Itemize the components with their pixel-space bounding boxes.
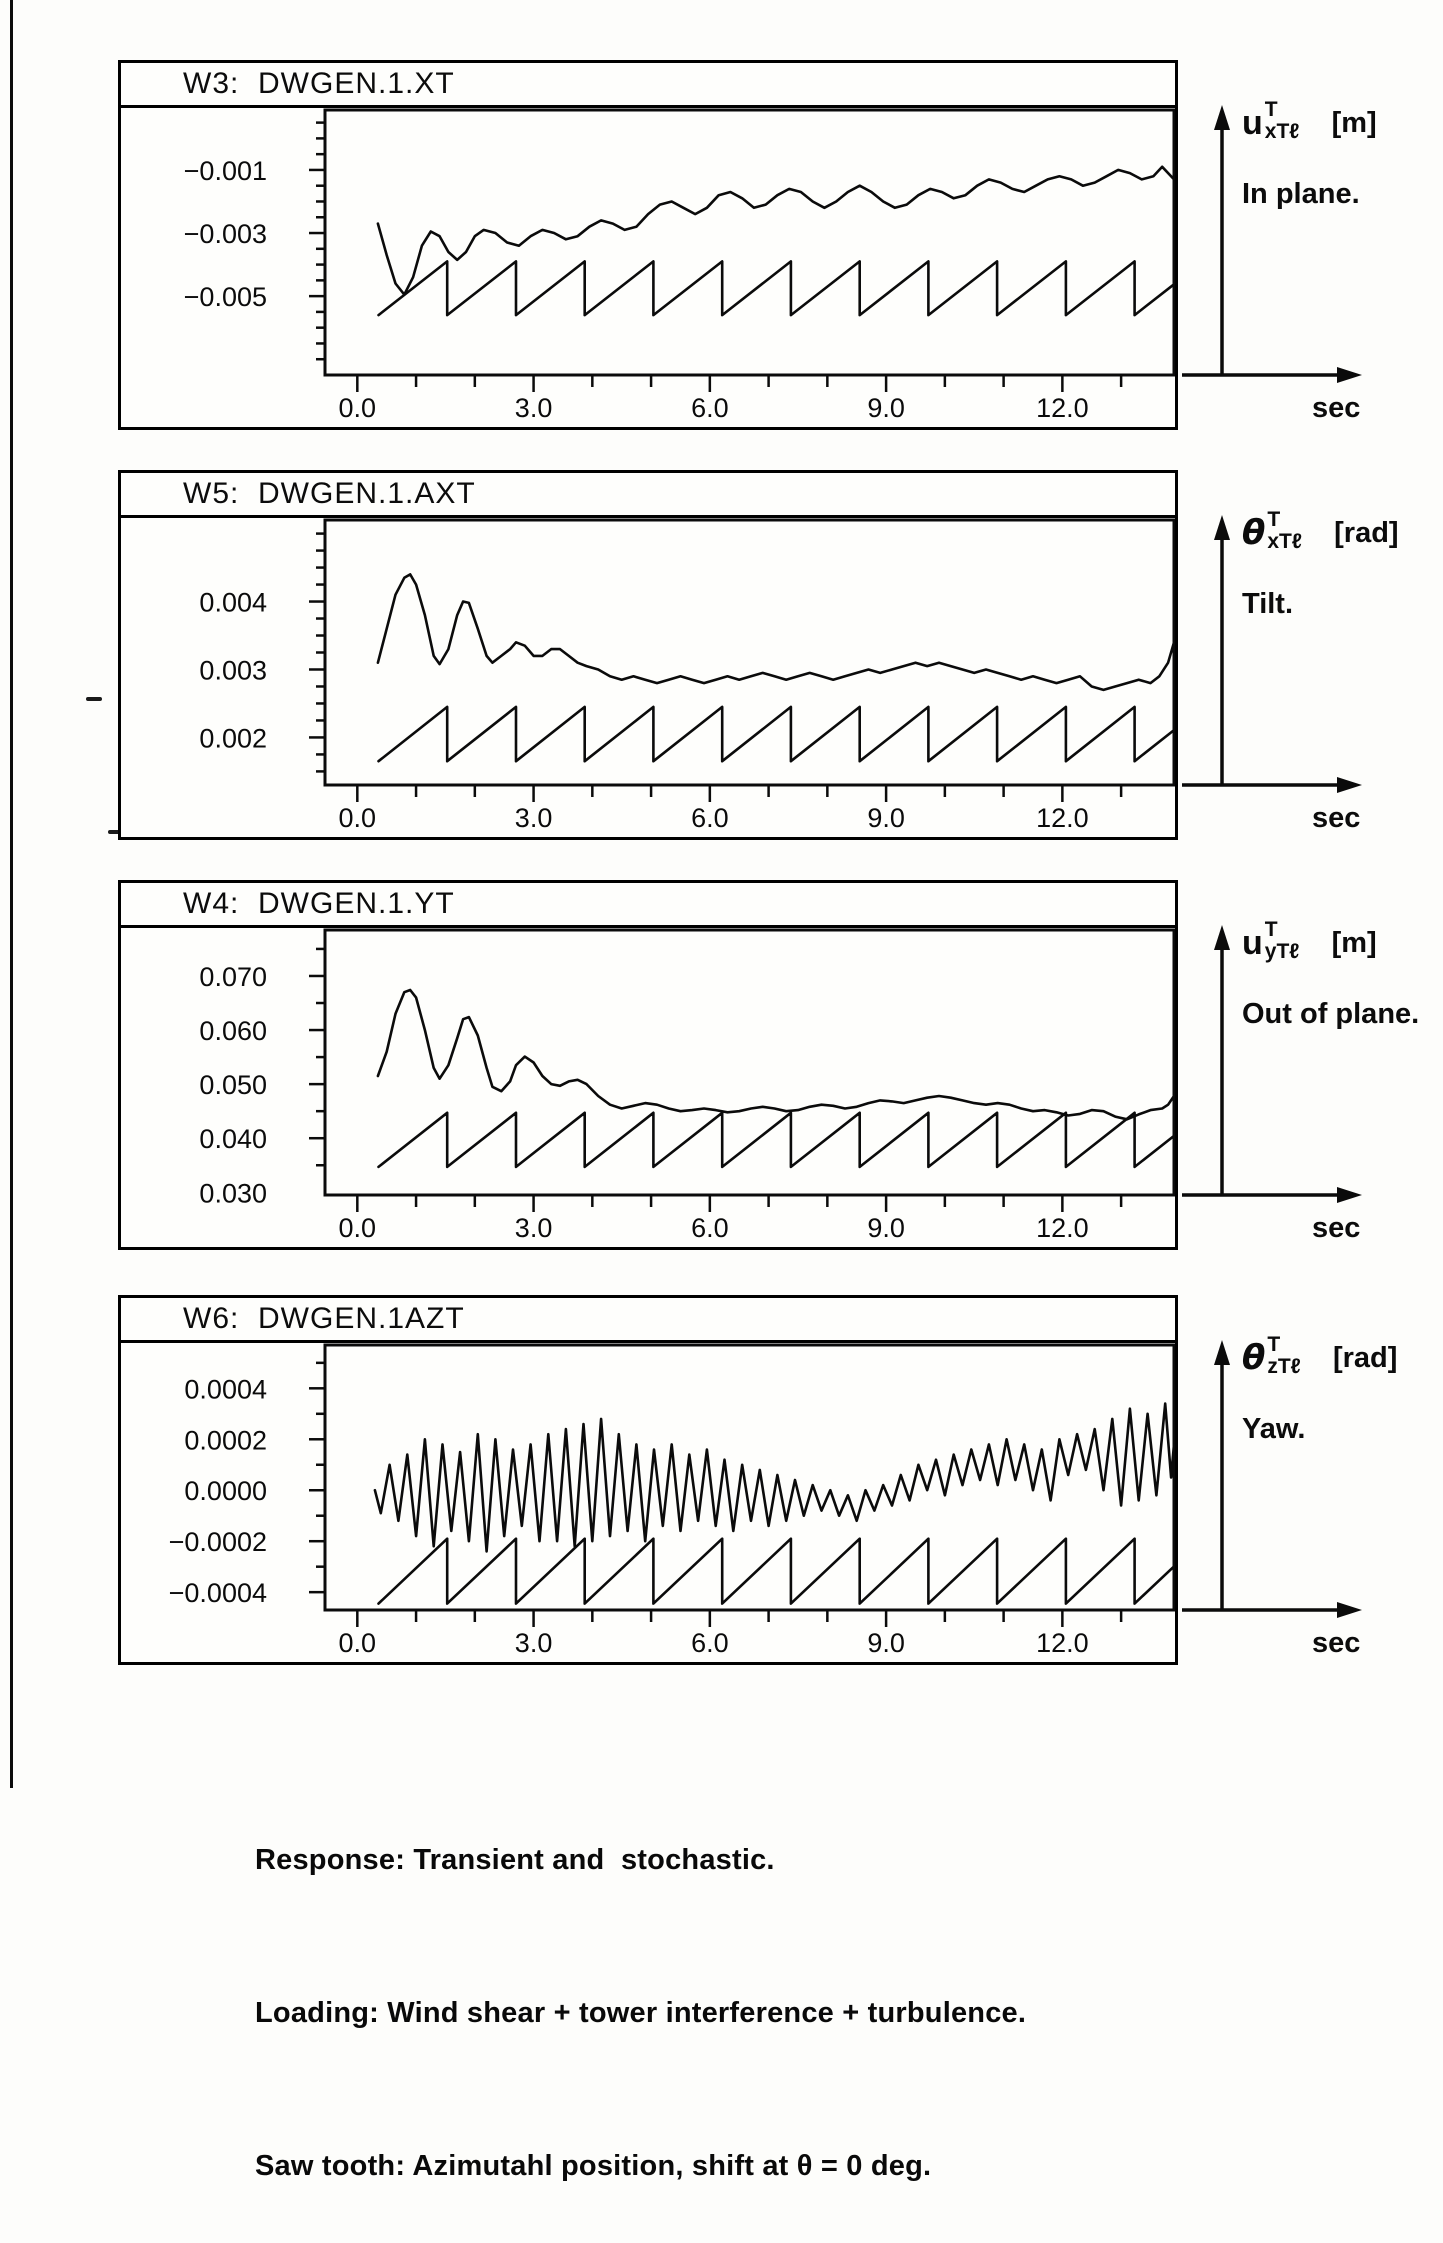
x-tick-label: 3.0 (514, 1213, 553, 1243)
axis-annotation-w4 (1180, 920, 1443, 1260)
y-tick-label: 0.070 (199, 961, 267, 992)
x-tick-label: 0.0 (338, 393, 377, 423)
figure-caption (255, 1733, 1355, 2243)
x-tick-label: 3.0 (514, 1628, 553, 1658)
y-tick-label: −0.0002 (168, 1527, 267, 1558)
sawtooth-curve (379, 261, 1175, 315)
plot-frame (325, 930, 1174, 1195)
axis-description: Out of plane. (1242, 998, 1420, 1030)
plot-area-w5 (121, 518, 1175, 834)
sawtooth-curve (379, 1539, 1175, 1604)
y-tick-label: 0.030 (199, 1178, 267, 1209)
x-tick-label: 0.0 (338, 1213, 377, 1243)
x-tick-label: 12.0 (1036, 1628, 1089, 1658)
symbol-sup: T (1264, 918, 1278, 941)
plot-window-w5-titlebar (121, 473, 1175, 518)
symbol-sub: xTℓ (1264, 120, 1300, 143)
plot-window-w4-titlebar (121, 883, 1175, 928)
response-curve (375, 1404, 1174, 1552)
symbol-base: θ (1242, 1338, 1266, 1378)
axis-arrows-w4 (1180, 920, 1443, 1260)
sec-axis-label: sec (1312, 392, 1361, 424)
up-arrow-icon (1214, 515, 1230, 540)
plot-window-w3-title: W3: DWGEN.1.XT (183, 67, 455, 100)
symbol-unit: [m] (1331, 927, 1377, 959)
y-tick-label: 0.050 (199, 1070, 267, 1101)
y-tick-label: 0.040 (199, 1124, 267, 1155)
plot-area-w6 (121, 1343, 1175, 1659)
symbol-unit: [rad] (1334, 517, 1399, 549)
plot-window-w6 (118, 1295, 1178, 1665)
x-tick-label: 6.0 (691, 1213, 729, 1243)
x-tick-label: 6.0 (691, 803, 729, 833)
x-tick-label: 9.0 (867, 393, 905, 423)
x-tick-label: 6.0 (691, 1628, 729, 1658)
up-arrow-icon (1214, 105, 1230, 130)
y-tick-label: −0.003 (183, 219, 267, 250)
plot-window-w5 (118, 470, 1178, 840)
plot-window-w5-title: W5: DWGEN.1.AXT (183, 477, 476, 510)
caption-loading-line: Loading: Wind shear + tower interference + turbulence. (255, 1997, 1027, 2029)
axis-description: Yaw. (1242, 1413, 1306, 1445)
symbol-sup: T (1267, 508, 1281, 531)
right-arrow-icon (1337, 1602, 1362, 1618)
symbol-sub: yTℓ (1264, 940, 1300, 963)
y-tick-label: 0.0000 (184, 1476, 267, 1507)
symbol-sub: zTℓ (1267, 1355, 1301, 1378)
up-arrow-icon (1214, 1340, 1230, 1365)
y-tick-label: 0.002 (199, 723, 267, 754)
sec-axis-label: sec (1312, 1212, 1361, 1244)
sec-axis-label: sec (1312, 802, 1361, 834)
plot-window-w3 (118, 60, 1178, 430)
up-arrow-icon (1214, 925, 1230, 950)
symbol-base: u (1242, 104, 1263, 142)
axis-arrows-w6 (1180, 1335, 1443, 1675)
right-arrow-icon (1337, 777, 1362, 793)
axis-annotation-w5 (1180, 510, 1443, 850)
symbol-base: θ (1242, 513, 1266, 553)
symbol-sup: T (1264, 98, 1278, 121)
x-tick-label: 12.0 (1036, 803, 1089, 833)
response-curve (378, 574, 1174, 690)
axis-arrows-w5 (1180, 510, 1443, 850)
x-tick-label: 9.0 (867, 1213, 905, 1243)
symbol-sup: T (1267, 1333, 1281, 1356)
plot-frame (325, 520, 1174, 785)
y-tick-label: −0.005 (183, 282, 267, 313)
plot-window-w4 (118, 880, 1178, 1250)
response-curve (378, 990, 1174, 1119)
right-arrow-icon (1337, 367, 1362, 383)
axis-arrows-w3 (1180, 100, 1443, 440)
sawtooth-curve (379, 1113, 1175, 1167)
sec-axis-label: sec (1312, 1627, 1361, 1659)
axis-symbol-w5 (1242, 508, 1399, 559)
chart-w4 (121, 928, 1175, 1244)
plot-area-w4 (121, 928, 1175, 1244)
x-tick-label: 3.0 (514, 803, 553, 833)
y-tick-label: 0.004 (199, 587, 267, 618)
y-tick-label: 0.0002 (184, 1425, 267, 1456)
y-tick-label: 0.060 (199, 1016, 267, 1047)
plot-window-w4-title: W4: DWGEN.1.YT (183, 887, 455, 920)
x-tick-label: 9.0 (867, 803, 905, 833)
y-tick-label: 0.003 (199, 655, 267, 686)
x-tick-label: 6.0 (691, 393, 729, 423)
x-tick-label: 12.0 (1036, 1213, 1089, 1243)
caption-response-line: Response: Transient and stochastic. (255, 1844, 775, 1876)
right-arrow-icon (1337, 1187, 1362, 1203)
sawtooth-curve (379, 707, 1175, 761)
plot-frame (325, 110, 1174, 375)
x-tick-label: 12.0 (1036, 393, 1089, 423)
x-tick-label: 0.0 (338, 1628, 377, 1658)
axis-symbol-w4 (1242, 918, 1377, 969)
symbol-base: u (1242, 924, 1263, 962)
axis-symbol-w6 (1242, 1333, 1398, 1384)
x-tick-label: 3.0 (514, 393, 553, 423)
page-edge-line (10, 0, 13, 1788)
symbol-unit: [rad] (1332, 1342, 1398, 1374)
symbol-unit: [m] (1331, 107, 1377, 139)
axis-symbol-w3 (1242, 98, 1377, 149)
plot-window-w6-title: W6: DWGEN.1AZT (183, 1302, 465, 1335)
x-tick-label: 0.0 (338, 803, 377, 833)
scan-artifact-dash (86, 697, 102, 701)
axis-annotation-w3 (1180, 100, 1443, 440)
caption-sawtooth-line: Saw tooth: Azimutahl position, shift at θ = 0 deg. (255, 2150, 932, 2182)
plot-window-w3-titlebar (121, 63, 1175, 108)
chart-w3 (121, 108, 1175, 424)
symbol-sub: xTℓ (1267, 530, 1303, 553)
chart-w5 (121, 518, 1175, 834)
x-tick-label: 9.0 (867, 1628, 905, 1658)
chart-w6 (121, 1343, 1175, 1659)
y-tick-label: −0.001 (183, 155, 267, 186)
y-tick-label: 0.0004 (184, 1374, 267, 1405)
y-tick-label: −0.0004 (168, 1578, 267, 1609)
axis-description: Tilt. (1242, 588, 1294, 620)
plot-window-w6-titlebar (121, 1298, 1175, 1343)
plot-area-w3 (121, 108, 1175, 424)
axis-annotation-w6 (1180, 1335, 1443, 1675)
axis-description: In plane. (1242, 178, 1360, 210)
